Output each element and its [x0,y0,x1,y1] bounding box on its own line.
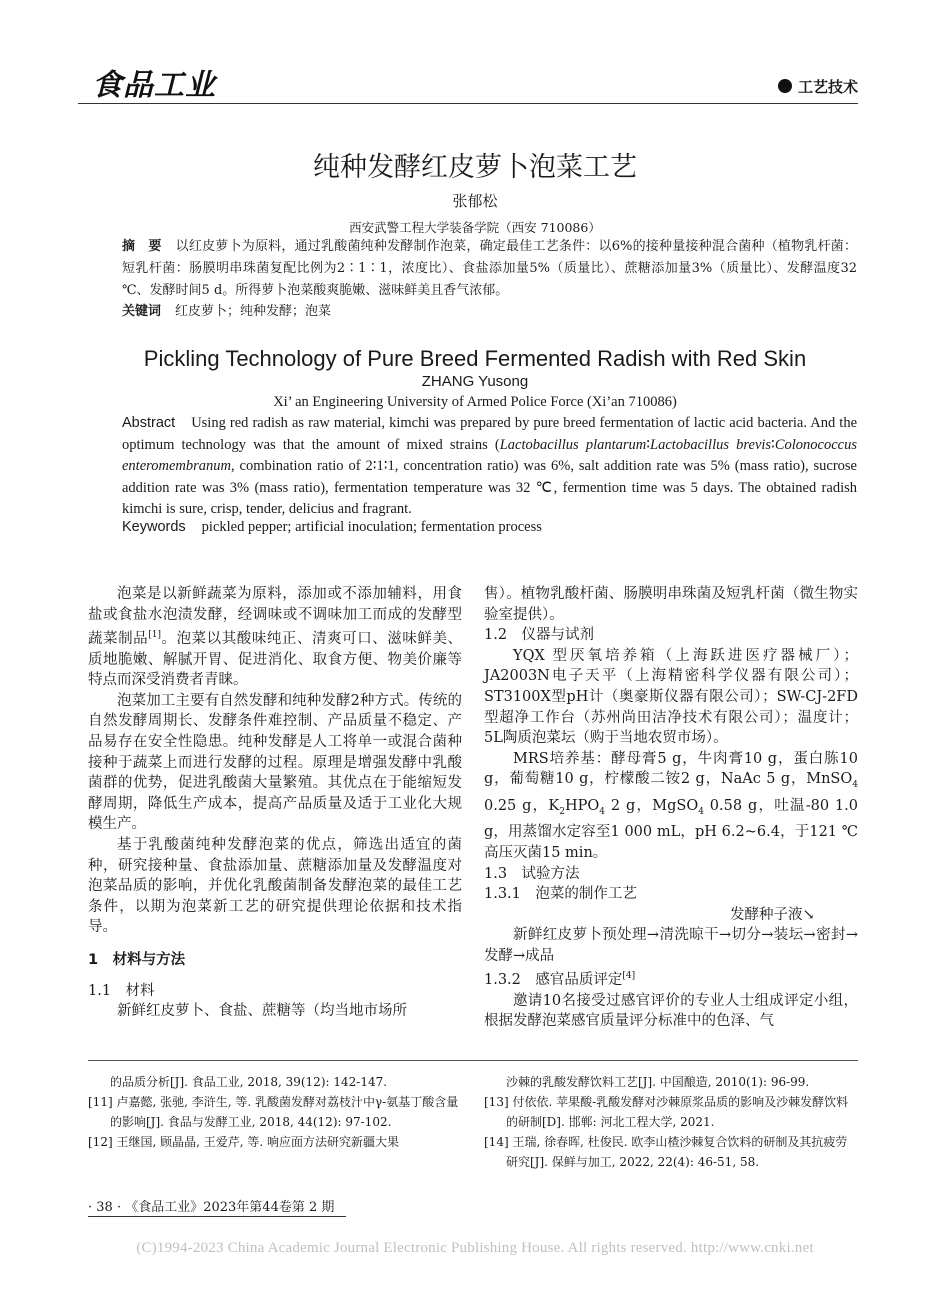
reference-item: [13] 付依依. 苹果酸-乳酸发酵对沙棘原浆品质的影响及沙棘发酵饮料的研制[D]. 邯郸: 河北工程大学, 2021. [484,1095,849,1129]
affiliation-cn: 西安武警工程大学装备学院（西安 710086） [349,220,601,235]
subsection-heading: 1.3 试验方法 [484,865,580,882]
references-right [484,1072,858,1172]
sep-2: ∶ [771,436,775,453]
keywords-cn [122,300,331,319]
body-left-column [88,584,462,1022]
subsection-heading: 1.1 材料 [88,982,155,999]
reference-item: [14] 王瑞, 徐春晖, 杜俊民. 欧李山楂沙棘复合饮料的研制及其抗疲劳研究[J]. 保鲜与加工, 2022, 22(4): 46-51, 58. [484,1135,848,1169]
paragraph-text: 2 g，MgSO [605,797,699,814]
abstract-en-text-1: Using red radish as raw material, kimchi was prepared by pure breed fermentation of lactic acid bacteria. And the optimum technology was that the amount of mixed strains ( [122,415,857,453]
species-2: Lactobacillus brevis [650,436,772,453]
paragraph [484,749,858,864]
paragraph-text: MRS培养基：酵母膏5 g，牛肉膏10 g，蛋白胨10 g，葡萄糖10 g，柠檬酸二铵2 g，NaAc 5 g，MnSO [484,750,858,788]
keywords-en-text: pickled pepper; artificial inoculation; fermentation process [201,519,542,535]
paragraph: 泡菜加工主要有自然发酵和纯种发酵2种方式。传统的自然发酵周期长、发酵条件难控制、产品质量不稳定、产品易存在安全性隐患。纯种发酵是人工将单一或混合菌种接种于蔬菜上而进行发酵的过程。原理是增强发酵中乳酸菌群的优势，促进乳酸菌大量繁殖。其优点在于能缩短发酵周期，降低生产成本，提高产品质量及适于工业化大规模生产。 [88,692,462,833]
header-divider [78,103,858,104]
subscript: 4 [852,780,858,791]
abstract-en [122,413,857,521]
subscript: 4 [599,806,606,817]
journal-logo: 食品工业 [92,68,216,103]
paragraph-text: 泡菜是以新鲜蔬菜为原料，添加或不添加辅料，用食盐或食盐水泡渍发酵，经调味或不调味加工而成的发酵型蔬菜制品 [88,586,462,648]
subsection-heading: 1.2 仪器与试剂 [484,627,595,644]
copyright-watermark: (C)1994-2023 China Academic Journal Electronic Publishing House. All rights reserved. http://www.cnki.net [136,1240,814,1256]
paper-title-en: Pickling Technology of Pure Breed Fermented Radish with Red Skin [143,346,807,371]
body-right-column [484,584,858,1032]
bullet-icon [778,79,792,93]
keywords-cn-text: 红皮萝卜；纯种发酵；泡菜 [175,304,332,319]
keywords-en-label: Keywords [122,519,186,535]
species-3: Colonococcus enteromembranum [122,436,857,474]
paragraph: 邀请10名接受过感官评价的专业人士组成评定小组，根据发酵泡菜感官质量评分标准中的色泽、气 [484,992,858,1030]
author-cn: 张郁松 [452,192,498,210]
paragraph [88,584,462,691]
abstract-cn-text: 以红皮萝卜为原料，通过乳酸菌纯种发酵制作泡菜，确定最佳工艺条件：以6%的接种量接种混合菌种（植物乳杆菌：短乳杆菌：肠膜明串珠菌复配比例为2∶1∶1，浓度比）、食盐添加量5%（质量比）、蔗糖添加量3%（质量比）、发酵温度32 ℃、发酵时间5 d。所得萝卜泡菜酸爽脆嫩、滋味鲜美且香气浓郁。 [122,239,857,298]
paragraph: 新鲜红皮萝卜、食盐、蔗糖等（均当地市场所 [117,1003,407,1020]
paragraph-text: 0.58 g，吐温-80 1.0 g，用蒸馏水定容至1 000 mL，pH 6.2~6.4，于121 ℃高压灭菌15 min。 [484,797,858,861]
subsection-heading [484,966,858,990]
abstract-en-label: Abstract [122,415,176,431]
abstract-cn [122,236,857,302]
sep-1: ∶ [646,436,651,453]
section-tag [778,76,858,97]
subsection-heading: 1.3.1 泡菜的制作工艺 [484,886,637,903]
section-tag-label: 工艺技术 [797,78,858,96]
paragraph: 售）。植物乳酸杆菌、肠膜明串珠菌及短乳杆菌（微生物实验室提供）。 [484,586,858,623]
subsection-heading-text: 1.3.2 感官品质评定 [484,972,623,989]
reference-item: 沙棘的乳酸发酵饮料工艺[J]. 中国酿造, 2010(1): 96-99. [506,1075,810,1089]
subscript: 4 [698,806,704,817]
paragraph-text: 。泡菜以其酸味纯正、清爽可口、滋味鲜美、质地脆嫩、解腻开胃、促进消化、取食方便、物美价廉等特点而深受消费者青睐。 [88,631,463,689]
keywords-cn-label: 关键词 [122,304,162,319]
process-flow: 新鲜红皮萝卜预处理→清洗晾干→切分→装坛→密封→发酵→成品 [484,927,858,964]
keywords-en [122,519,542,536]
citation: [1] [148,630,161,641]
process-flow-branch: 发酵种子液↘ [730,906,815,923]
abstract-cn-label: 摘 要 [122,239,162,254]
reference-item: 的品质分析[J]. 食品工业, 2018, 39(12): 142-147. [110,1075,388,1089]
species-1: Lactobacillus plantarum [499,436,647,453]
references-divider [88,1060,858,1061]
journal-issue: 《食品工业》2023年第44卷第 2 期 [125,1200,335,1215]
reference-item: [11] 卢嘉懿, 张驰, 李浒生, 等. 乳酸菌发酵对荔枝汁中γ-氨基丁酸含量的影响[J]. 食品与发酵工业, 2018, 44(12): 97-102. [88,1095,459,1129]
abstract-en-text-2: , combination ratio of 2∶1∶1, concentration ratio) was 6%, salt addition rate was 5% (mass ratio), sucrose addition rate was 3% (mass ratio), fermentation temperature was 32 ℃, fermention time was 5 days. The obtained radish kimchi is sure, crisp, tender, delicius and fragrant. [122,458,857,517]
page-number: · 38 · [88,1200,122,1215]
reference-item: [12] 王继国, 顾晶晶, 王爱芹, 等. 响应面方法研究新疆大果 [88,1135,399,1149]
paragraph-text: 0.25 g，K [484,797,560,814]
page-footer [88,1196,334,1215]
footer-divider [88,1216,346,1217]
affiliation-en: Xi’ an Engineering University of Armed Police Force (Xi’an 710086) [273,394,677,410]
citation: [4] [622,971,636,982]
paragraph-text: HPO [565,797,600,814]
references-left [88,1072,462,1152]
paragraph: 基于乳酸菌纯种发酵泡菜的优点，筛选出适宜的菌种，研究接种量、食盐添加量、蔗糖添加量及发酵温度对泡菜品质的影响，并优化乳酸菌制备发酵泡菜的最佳工艺条件，以期为泡菜新工艺的研究提供理论依据和技术指导。 [88,836,462,936]
author-en: ZHANG Yusong [421,373,529,390]
section-heading: 1 材料与方法 [88,951,186,968]
paper-title-cn: 纯种发酵红皮萝卜泡菜工艺 [313,152,637,183]
paragraph: YQX 型厌氧培养箱（上海跃进医疗器械厂）；JA2003N电子天平（上海精密科学仪器有限公司）；ST3100X型pH计（奥豪斯仪器有限公司）；SW-CJ-2FD型超净工作台（苏州尚田洁净技术有限公司）；温度计；5L陶质泡菜坛（购于当地农贸市场）。 [484,647,858,747]
subscript: 2 [559,806,565,817]
